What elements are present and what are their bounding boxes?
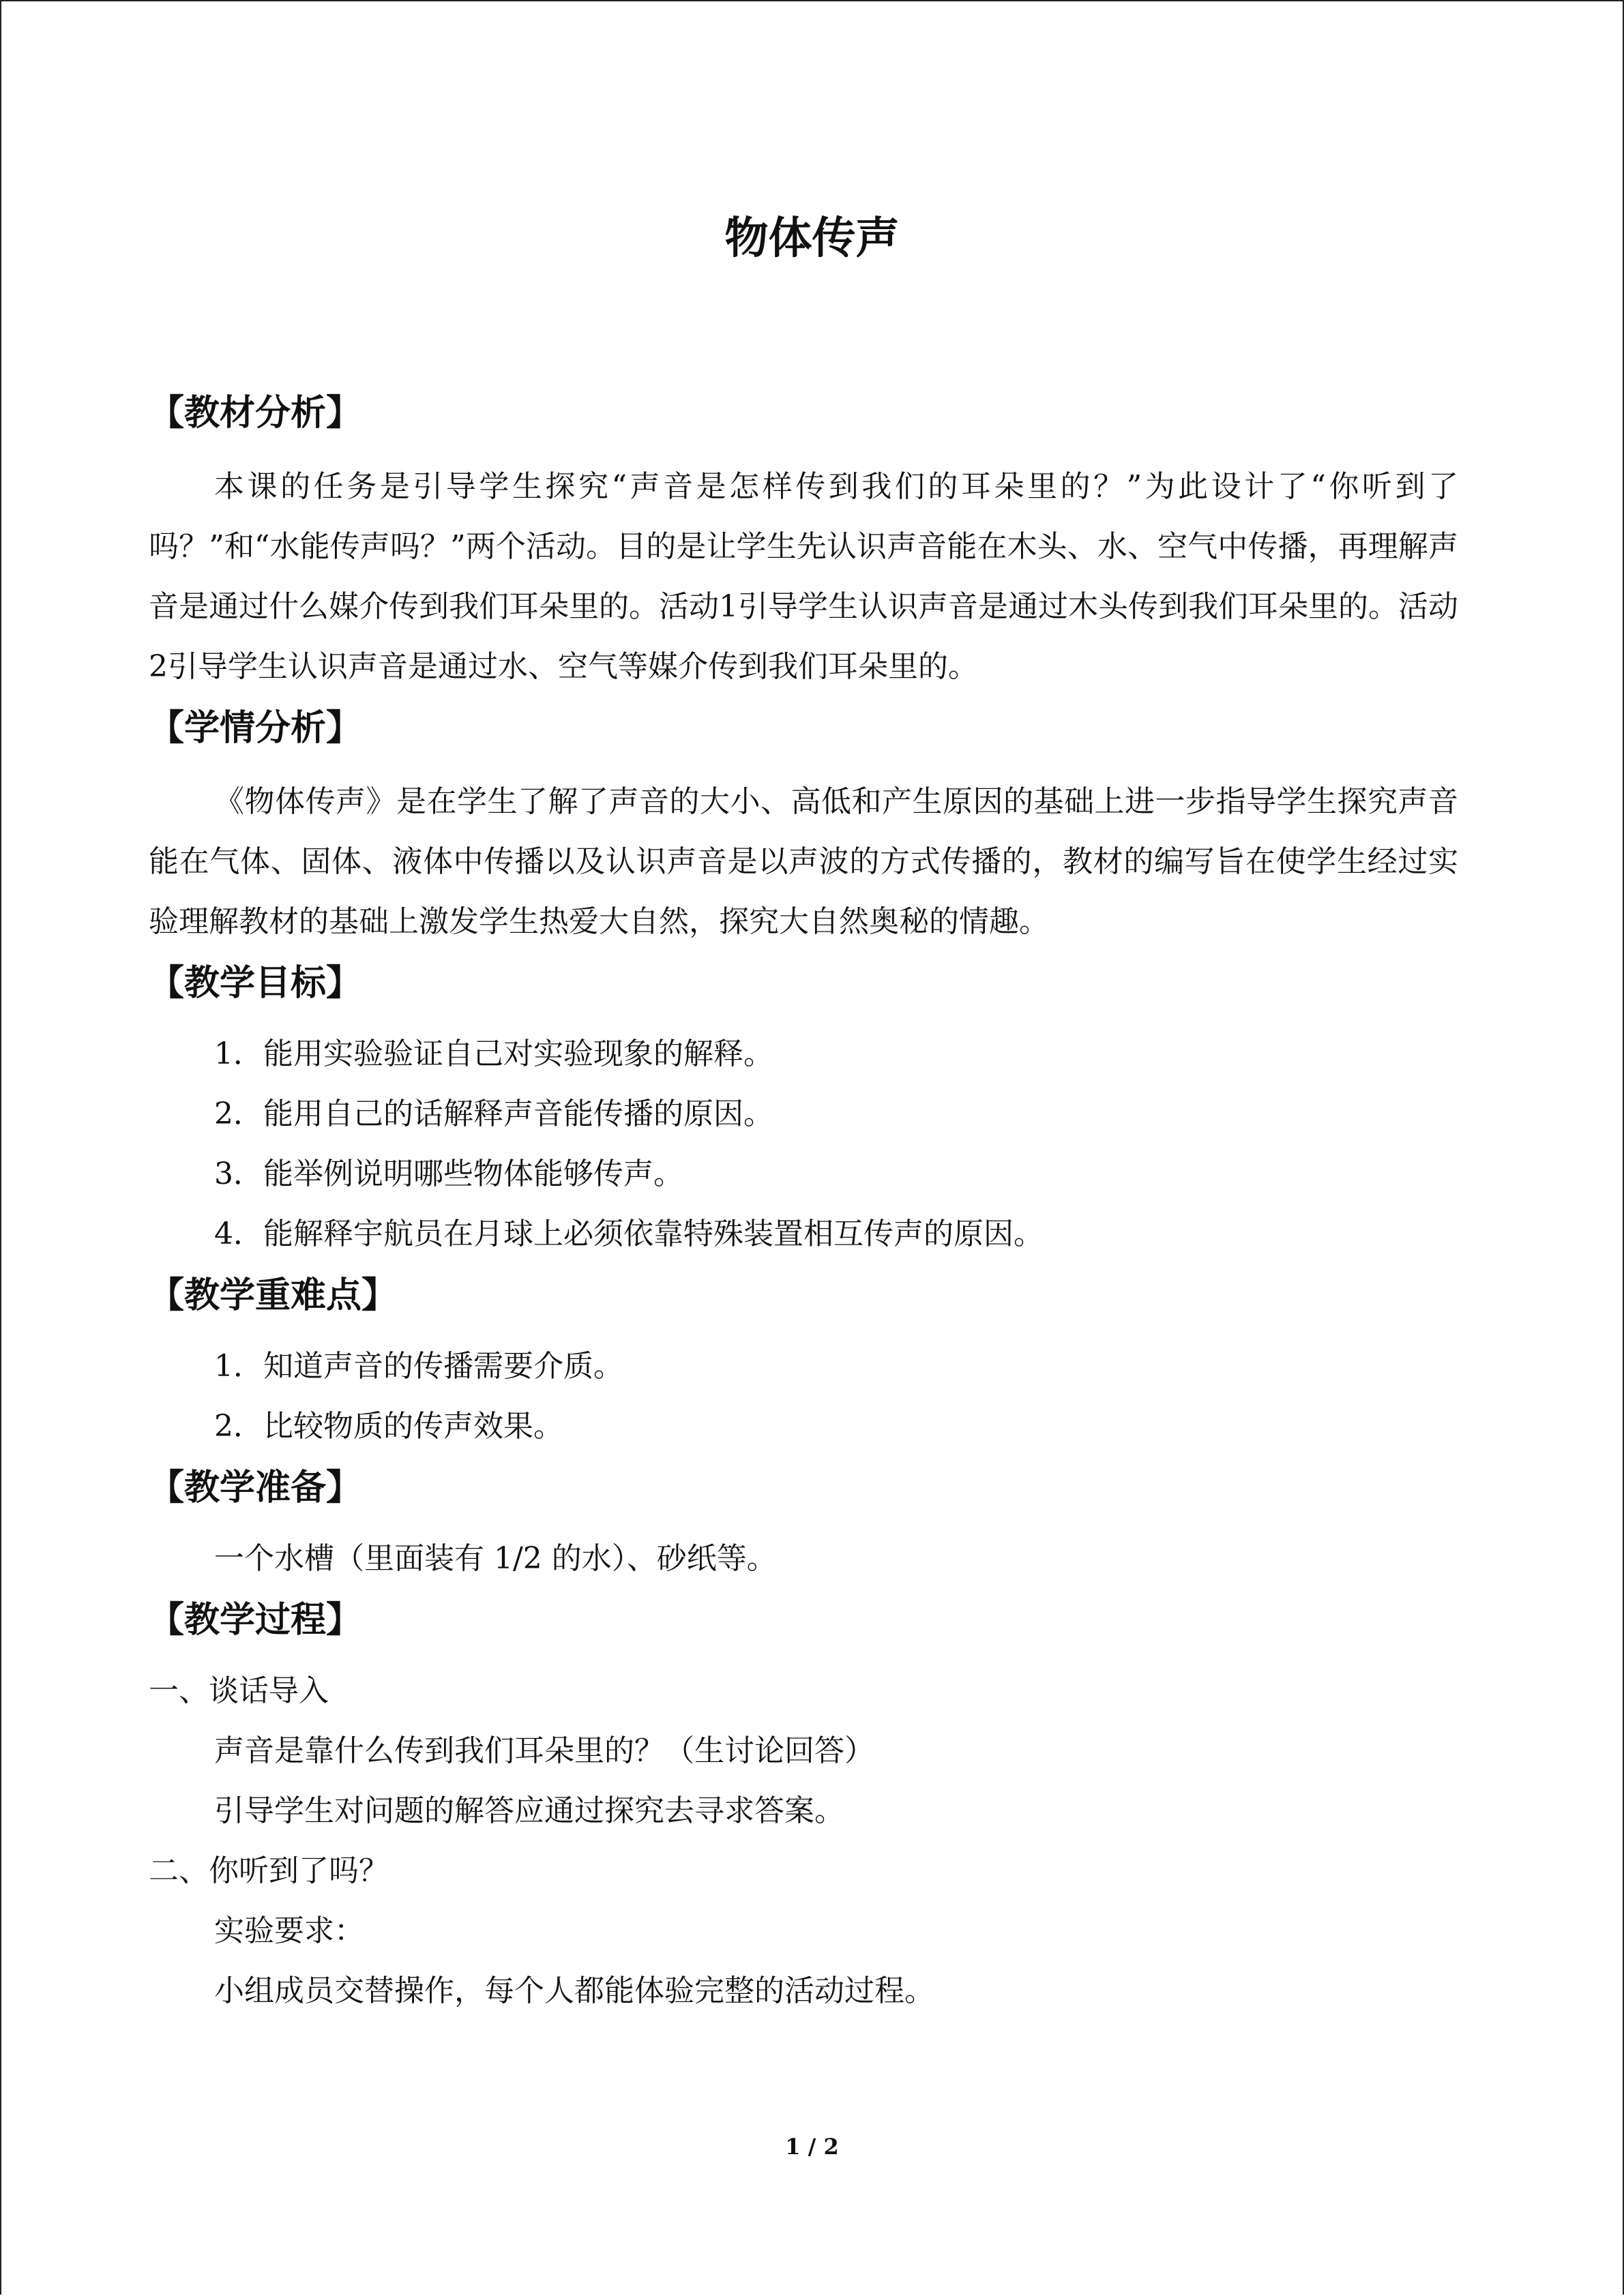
teaching-goals-list bbox=[149, 1024, 1458, 1264]
process-step1-line2: 引导学生对问题的解答应通过探究去寻求答案。 bbox=[214, 1793, 844, 1828]
process-step2-title: 二、你听到了吗？ bbox=[149, 1853, 389, 1888]
heading-preparation: 【教学准备】 bbox=[149, 1467, 362, 1508]
key-points-list bbox=[149, 1337, 1458, 1457]
heading-key-points: 【教学重难点】 bbox=[149, 1275, 398, 1316]
process-step2-line2: 小组成员交替操作，每个人都能体验完整的活动过程。 bbox=[214, 1973, 934, 2008]
list-item: 2．能用自己的话解释声音能传播的原因。 bbox=[214, 1097, 773, 1131]
preparation-text: 一个水槽（里面装有 1/2 的水）、砂纸等。 bbox=[214, 1541, 777, 1576]
heading-process: 【教学过程】 bbox=[149, 1600, 362, 1641]
heading-student-analysis: 【学情分析】 bbox=[149, 708, 362, 749]
list-item: 1．知道声音的传播需要介质。 bbox=[214, 1349, 623, 1384]
process-step1-title: 一、谈话导入 bbox=[149, 1673, 329, 1708]
list-item: 2．比较物质的传声效果。 bbox=[214, 1409, 563, 1444]
paragraph-material-analysis: 本课的任务是引导学生探究“声音是怎样传到我们的耳朵里的？”为此设计了“你听到了吗？”和“水能传声吗？”两个活动。目的是让学生先认识声音能在木头、水、空气中传播，再理解声音是通过什么媒介传到我们耳朵里的。活动1引导学生认识声音是通过木头传到我们耳朵里的。活动2引导学生认识声音是通过水、空气等媒介传到我们耳朵里的。 bbox=[149, 469, 1458, 684]
process-step1-line1: 声音是靠什么传到我们耳朵里的？（生讨论回答） bbox=[214, 1733, 874, 1768]
document-title: 物体传声 bbox=[724, 213, 900, 264]
list-item: 4．能解释宇航员在月球上必须依靠特殊装置相互传声的原因。 bbox=[214, 1217, 1044, 1251]
list-item: 3．能举例说明哪些物体能够传声。 bbox=[214, 1157, 683, 1191]
page-number: 1 / 2 bbox=[785, 2134, 839, 2160]
paragraph-student-analysis: 《物体传声》是在学生了解了声音的大小、高低和产生原因的基础上进一步指导学生探究声音能在气体、固体、液体中传播以及认识声音是以声波的方式传播的，教材的编写旨在使学生经过实验理解教材的基础上激发学生热爱大自然，探究大自然奥秘的情趣。 bbox=[149, 784, 1458, 939]
heading-teaching-goals: 【教学目标】 bbox=[149, 963, 362, 1004]
list-item: 1．能用实验验证自己对实验现象的解释。 bbox=[214, 1037, 773, 1071]
document-body bbox=[149, 382, 1458, 2021]
heading-material-analysis: 【教材分析】 bbox=[149, 393, 362, 434]
process-step2-line1: 实验要求： bbox=[214, 1913, 364, 1948]
